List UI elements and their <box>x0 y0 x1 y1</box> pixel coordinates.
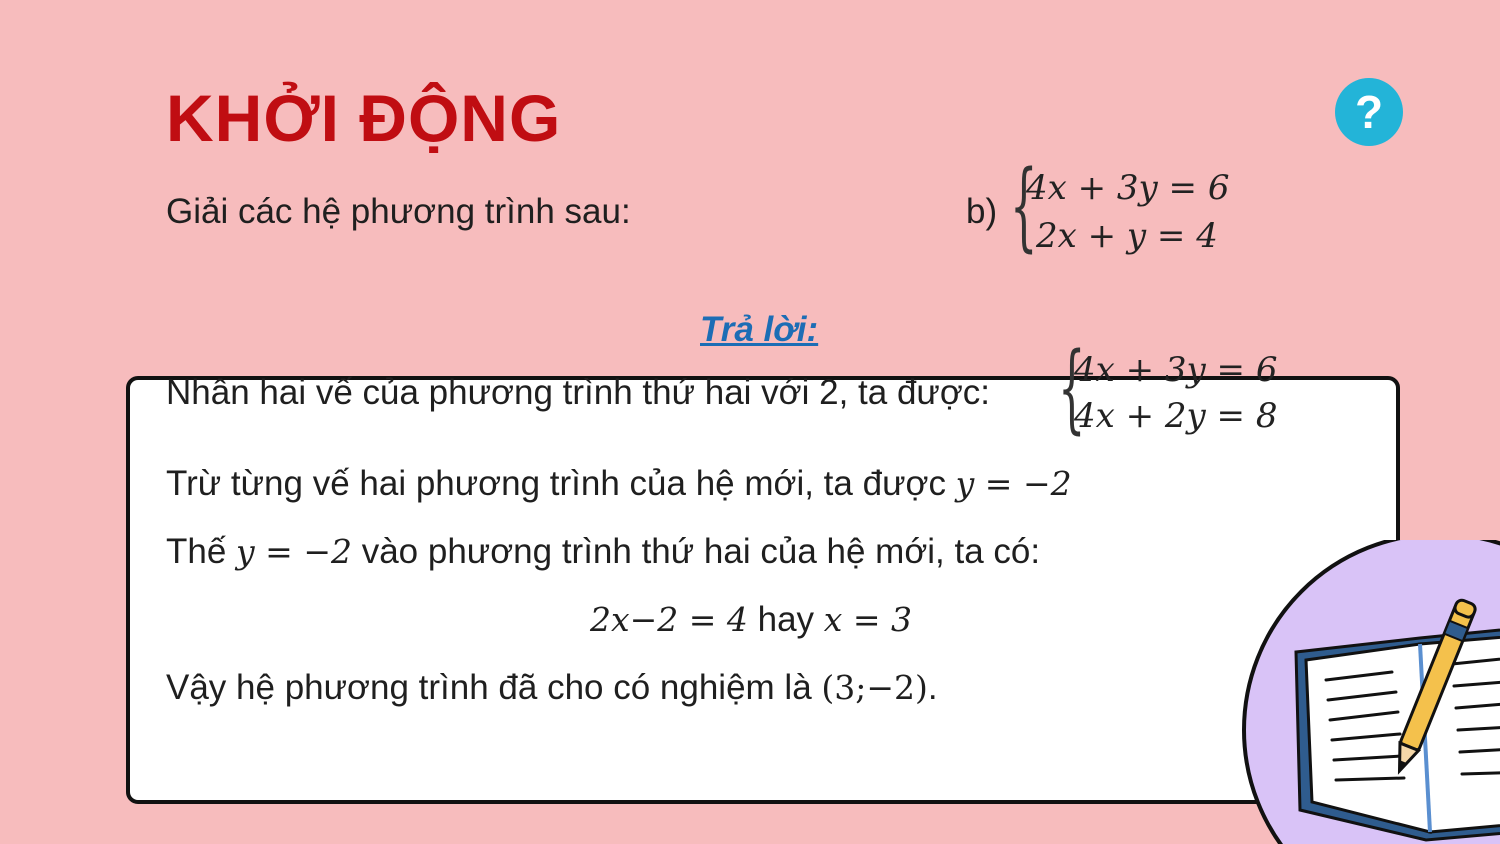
step-5 <box>166 668 938 708</box>
equation-line: 4x + 3y = 6 <box>1026 168 1230 208</box>
step-2 <box>166 464 1072 504</box>
slide-title: KHỞI ĐỘNG <box>166 81 562 155</box>
step-3-post: vào phương trình thứ hai của hệ mới, ta có: <box>351 532 1041 571</box>
step-5-end: . <box>927 668 938 707</box>
brace-icon: { <box>1010 150 1038 262</box>
step-2-text: Trừ từng vế hai phương trình của hệ mới, ta được <box>166 464 956 503</box>
equation-system-2 <box>1058 332 1298 448</box>
equation-line: 4x + 3y = 6 <box>1074 350 1278 390</box>
question-icon: ? <box>1354 86 1384 138</box>
step-4-mid: hay <box>747 600 824 639</box>
step-4 <box>590 600 912 640</box>
help-button[interactable] <box>1335 78 1403 146</box>
step-4-math-2: x = 3 <box>823 600 913 639</box>
equation-line: 2x + y = 4 <box>1036 216 1218 256</box>
step-3-pre: Thế <box>166 532 237 571</box>
equation-line: 4x + 2y = 8 <box>1074 396 1278 436</box>
step-5-text: Vậy hệ phương trình đã cho có nghiệm là <box>166 668 822 707</box>
exercise-prompt: Giải các hệ phương trình sau: <box>166 192 631 231</box>
equation-system-1 <box>1010 150 1250 266</box>
step-4-math-1: 2x−2 = 4 <box>590 600 748 639</box>
step-3-math: y = −2 <box>236 532 352 571</box>
brace-icon: { <box>1058 332 1086 444</box>
step-3 <box>166 532 1040 572</box>
notebook-pencil-icon <box>1240 540 1500 844</box>
answer-heading: Trả lời: <box>700 310 819 349</box>
problem-label: b) <box>966 192 998 231</box>
step-5-math: (3;−2) <box>821 668 928 707</box>
step-2-math: y = −2 <box>955 464 1072 503</box>
step-1-text: Nhân hai vế của phương trình thứ hai với 2, ta được: <box>166 373 991 412</box>
